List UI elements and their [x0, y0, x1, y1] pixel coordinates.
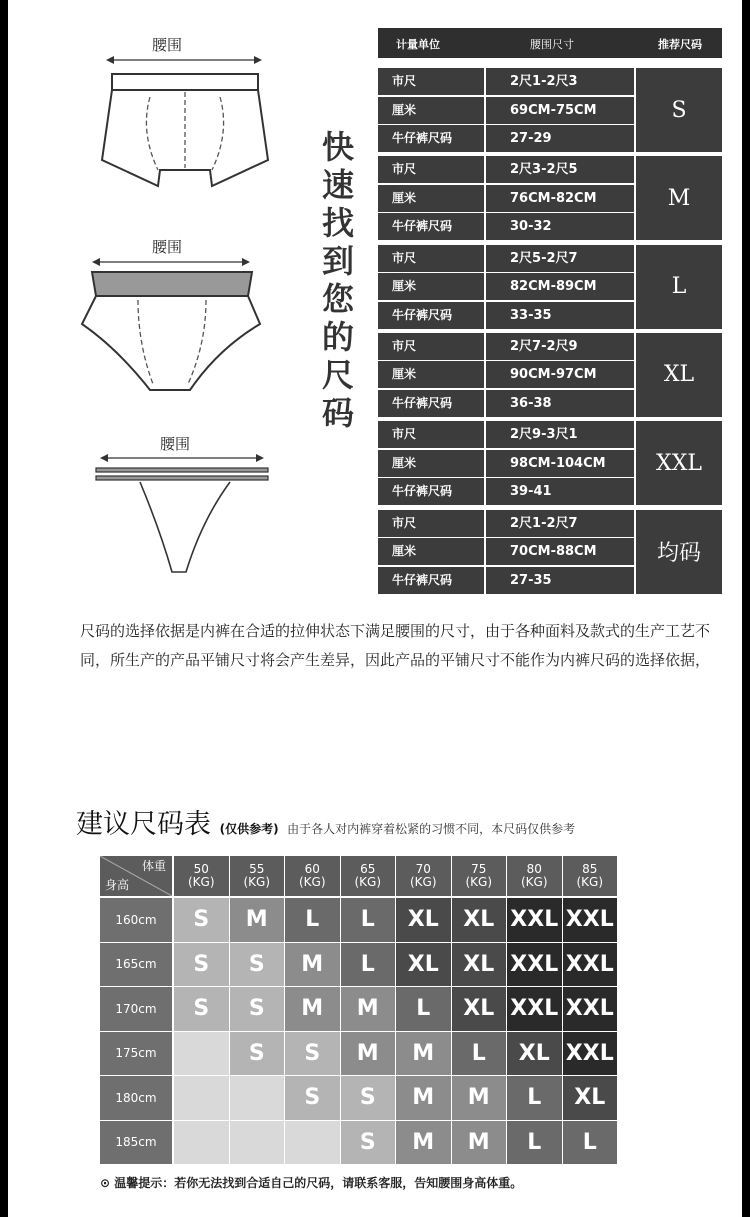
right-border	[742, 0, 750, 1217]
height-header: 185cm	[100, 1121, 172, 1165]
size-cell	[230, 1121, 285, 1165]
tip-text: 温馨提示：若你无法找到合适自己的尺码，请联系客服，告知腰围身高体重。	[114, 1176, 523, 1190]
unit-cell: 牛仔裤尺码	[378, 125, 484, 152]
weight-unit: (KG)	[298, 875, 326, 889]
waist-value-cell: 69CM-75CM	[486, 97, 634, 124]
recommended-size-cell: M	[636, 156, 722, 240]
size-cell: XL	[396, 898, 451, 942]
size-cell: XL	[452, 987, 507, 1031]
weight-unit: (KG)	[187, 875, 215, 889]
weight-unit: (KG)	[354, 875, 382, 889]
unit-cell: 厘米	[378, 185, 484, 212]
weight-header	[174, 856, 229, 896]
waist-value-cell: 27-35	[486, 567, 634, 594]
waist-value-cell: 2尺1-2尺3	[486, 68, 634, 95]
size-cell: M	[396, 1076, 451, 1120]
size-cell: L	[341, 898, 396, 942]
size-table-header	[378, 28, 722, 58]
size-cell: M	[396, 1121, 451, 1165]
unit-cell: 厘米	[378, 450, 484, 477]
unit-cell: 厘米	[378, 273, 484, 300]
unit-cell: 市尺	[378, 68, 484, 95]
unit-cell: 牛仔裤尺码	[378, 213, 484, 240]
height-header: 160cm	[100, 898, 172, 942]
unit-cell: 市尺	[378, 510, 484, 537]
waist-value-cell: 39-41	[486, 478, 634, 505]
weight-header	[341, 856, 396, 896]
size-cell: XXL	[563, 943, 618, 987]
recommended-size-cell: L	[636, 245, 722, 329]
waist-value-cell: 76CM-82CM	[486, 185, 634, 212]
weight-header	[285, 856, 340, 896]
size-cell: L	[396, 987, 451, 1031]
weight-header	[452, 856, 507, 896]
recommended-size-cell: XXL	[636, 421, 722, 505]
weight-header	[396, 856, 451, 896]
waist-value-cell: 33-35	[486, 302, 634, 329]
waist-value-cell: 2尺3-2尺5	[486, 156, 634, 183]
waist-value-cell: 2尺1-2尺7	[486, 510, 634, 537]
size-cell: L	[563, 1121, 618, 1165]
waist-label-briefs: 腰围	[152, 238, 183, 256]
size-cell: L	[507, 1076, 562, 1120]
weight-unit: (KG)	[465, 875, 493, 889]
info-icon: ⊙	[100, 1176, 111, 1190]
unit-cell: 厘米	[378, 97, 484, 124]
size-cell: L	[285, 898, 340, 942]
unit-cell: 牛仔裤尺码	[378, 567, 484, 594]
unit-cell: 牛仔裤尺码	[378, 478, 484, 505]
waist-value-cell: 70CM-88CM	[486, 538, 634, 565]
size-cell: M	[230, 898, 285, 942]
thong-illustration	[90, 450, 280, 580]
section-title	[76, 802, 575, 841]
waist-value-cell: 27-29	[486, 125, 634, 152]
waist-value-cell: 98CM-104CM	[486, 450, 634, 477]
size-cell: XXL	[507, 943, 562, 987]
size-cell: M	[341, 987, 396, 1031]
section-title-sub2: 由于各人对内裤穿着松紧的习惯不同，本尺码仅供参考	[287, 822, 576, 836]
size-cell: S	[341, 1121, 396, 1165]
weight-unit: (KG)	[243, 875, 271, 889]
size-cell: XL	[396, 943, 451, 987]
size-cell: XL	[452, 943, 507, 987]
waist-value-cell: 82CM-89CM	[486, 273, 634, 300]
section-title-main: 建议尺码表	[76, 809, 211, 840]
unit-cell: 厘米	[378, 361, 484, 388]
size-cell	[174, 1032, 229, 1076]
size-cell: S	[285, 1032, 340, 1076]
unit-cell: 市尺	[378, 333, 484, 360]
size-cell: M	[285, 987, 340, 1031]
briefs-illustration	[78, 254, 268, 394]
tip	[100, 1174, 522, 1191]
size-cell: XXL	[563, 898, 618, 942]
weight-header	[507, 856, 562, 896]
size-cell: XXL	[563, 987, 618, 1031]
weight-header	[563, 856, 618, 896]
size-cell: M	[341, 1032, 396, 1076]
size-cell: XL	[563, 1076, 618, 1120]
waist-value-cell: 2尺5-2尺7	[486, 245, 634, 272]
weight-value: 60	[304, 862, 320, 876]
weight-value: 80	[526, 862, 542, 876]
height-header: 175cm	[100, 1032, 172, 1076]
weight-header	[230, 856, 285, 896]
weight-value: 65	[360, 862, 376, 876]
left-border	[0, 0, 8, 1217]
size-cell: XXL	[507, 987, 562, 1031]
size-cell: L	[452, 1032, 507, 1076]
corner-cell	[100, 856, 172, 896]
size-cell: M	[452, 1076, 507, 1120]
size-cell: S	[174, 987, 229, 1031]
size-note: 尺码的选择依据是内裤在合适的拉伸状态下满足腰围的尺寸，由于各种面料及款式的生产工艺不同，所生产的产品平铺尺寸将会产生差异，因此产品的平铺尺寸不能作为内裤尺码的选择依据，	[80, 622, 711, 669]
weight-value: 70	[415, 862, 431, 876]
size-cell	[174, 1121, 229, 1165]
size-cell: XL	[507, 1032, 562, 1076]
size-cell: M	[452, 1121, 507, 1165]
size-cell: S	[341, 1076, 396, 1120]
size-cell: XL	[452, 898, 507, 942]
header-waist: 腰围尺寸	[530, 38, 574, 51]
height-header: 170cm	[100, 987, 172, 1031]
weight-value: 85	[582, 862, 598, 876]
unit-cell: 市尺	[378, 156, 484, 183]
corner-height-label: 身高	[105, 878, 130, 892]
size-cell: L	[507, 1121, 562, 1165]
size-cell: S	[174, 943, 229, 987]
weight-unit: (KG)	[409, 875, 437, 889]
weight-unit: (KG)	[576, 875, 604, 889]
waist-value-cell: 2尺9-3尺1	[486, 421, 634, 448]
header-size: 推荐尺码	[658, 38, 702, 51]
unit-cell: 市尺	[378, 245, 484, 272]
size-cell	[285, 1121, 340, 1165]
unit-cell: 厘米	[378, 538, 484, 565]
waist-value-cell: 36-38	[486, 390, 634, 417]
size-cell: S	[174, 898, 229, 942]
recommended-size-cell: 均码	[636, 510, 722, 594]
unit-cell: 牛仔裤尺码	[378, 390, 484, 417]
waist-value-cell: 30-32	[486, 213, 634, 240]
size-cell	[230, 1076, 285, 1120]
size-cell: XXL	[507, 898, 562, 942]
waist-label-boxer: 腰围	[152, 36, 183, 54]
size-cell: S	[230, 987, 285, 1031]
recommended-size-cell: S	[636, 68, 722, 152]
unit-cell: 牛仔裤尺码	[378, 302, 484, 329]
unit-cell: 市尺	[378, 421, 484, 448]
recommended-size-cell: XL	[636, 333, 722, 417]
size-cell: S	[230, 1032, 285, 1076]
weight-value: 75	[471, 862, 487, 876]
waist-value-cell: 90CM-97CM	[486, 361, 634, 388]
size-cell	[174, 1076, 229, 1120]
size-cell: L	[341, 943, 396, 987]
waist-value-cell: 2尺7-2尺9	[486, 333, 634, 360]
height-header: 165cm	[100, 943, 172, 987]
size-cell: XXL	[563, 1032, 618, 1076]
header-unit: 计量单位	[396, 38, 440, 51]
size-cell: S	[285, 1076, 340, 1120]
section-title-sub1: (仅供参考)	[219, 822, 279, 836]
corner-weight-label: 体重	[141, 859, 166, 873]
vertical-title: 快速找到您的尺码	[321, 128, 354, 432]
size-cell: S	[230, 943, 285, 987]
size-cell: M	[396, 1032, 451, 1076]
weight-unit: (KG)	[520, 875, 548, 889]
weight-value: 55	[249, 862, 265, 876]
waist-label-thong: 腰围	[160, 435, 191, 453]
size-cell: M	[285, 943, 340, 987]
height-header: 180cm	[100, 1076, 172, 1120]
boxer-briefs-illustration	[100, 52, 270, 197]
weight-value: 50	[193, 862, 209, 876]
